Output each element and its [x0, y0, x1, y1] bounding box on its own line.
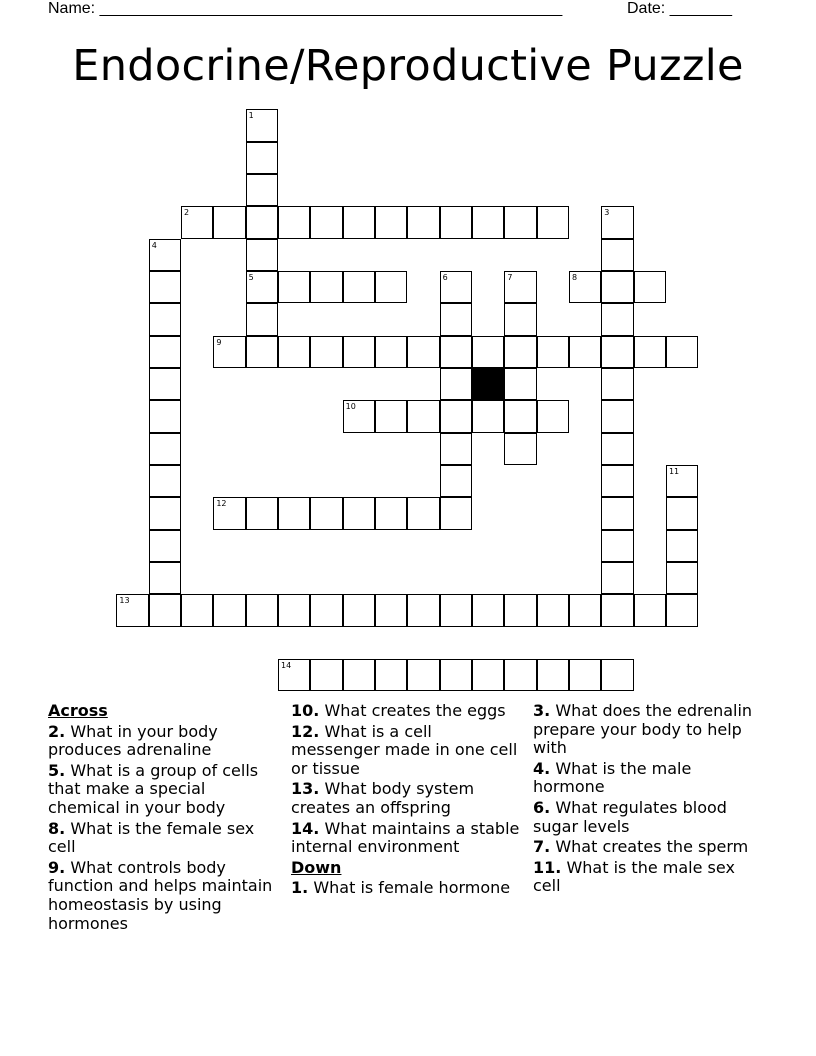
- crossword-cell[interactable]: [181, 594, 213, 626]
- crossword-cell[interactable]: [343, 594, 375, 626]
- crossword-cell[interactable]: [149, 465, 181, 497]
- clue-number: 2.: [48, 721, 66, 741]
- crossword-cell[interactable]: [343, 400, 375, 432]
- crossword-cell[interactable]: [149, 530, 181, 562]
- crossword-cell[interactable]: [569, 271, 601, 303]
- clue-number: 1.: [291, 878, 309, 898]
- crossword-cell[interactable]: [278, 206, 310, 238]
- cell-number-label: 11: [668, 466, 680, 476]
- crossword-cell[interactable]: [666, 562, 698, 594]
- clue-text: What does the edrenalin prepare your body to help with: [533, 701, 753, 758]
- crossword-cell[interactable]: [601, 206, 633, 238]
- clue-number: 4.: [533, 758, 551, 778]
- crossword-cell[interactable]: [472, 206, 504, 238]
- crossword-cell[interactable]: [504, 433, 536, 465]
- crossword-cell[interactable]: [213, 497, 245, 529]
- cell-number-label: 4: [151, 240, 157, 250]
- crossword-cell[interactable]: [407, 594, 439, 626]
- crossword-cell[interactable]: [504, 303, 536, 335]
- crossword-cell[interactable]: [246, 594, 278, 626]
- crossword-cell[interactable]: [213, 336, 245, 368]
- down-clue-6: [533, 799, 765, 836]
- crossword-cell[interactable]: [601, 271, 633, 303]
- crossword-cell[interactable]: [504, 271, 536, 303]
- clue-number: 12.: [291, 721, 320, 741]
- crossword-cell[interactable]: [246, 239, 278, 271]
- crossword-cell[interactable]: [601, 433, 633, 465]
- crossword-cell[interactable]: [666, 336, 698, 368]
- crossword-cell[interactable]: [310, 594, 342, 626]
- crossword-cell[interactable]: [440, 433, 472, 465]
- crossword-cell[interactable]: [278, 594, 310, 626]
- crossword-cell[interactable]: [310, 336, 342, 368]
- clue-number: 13.: [291, 779, 320, 799]
- crossword-cell[interactable]: [504, 659, 536, 691]
- across-clue-9: [48, 859, 280, 933]
- clues-column-1: [48, 702, 280, 935]
- crossword-cell[interactable]: [537, 206, 569, 238]
- across-clue-12: [291, 723, 523, 779]
- down-clue-11: [533, 859, 765, 896]
- crossword-cell[interactable]: [343, 659, 375, 691]
- cell-number-label: 12: [216, 499, 227, 509]
- across-clue-10: [291, 702, 523, 721]
- clue-text: What in your body produces adrenaline: [48, 721, 218, 760]
- crossword-cell[interactable]: [116, 594, 148, 626]
- crossword-cell[interactable]: [375, 400, 407, 432]
- clue-text: What creates the eggs: [324, 701, 506, 720]
- crossword-cell[interactable]: [149, 336, 181, 368]
- cell-number-label: 8: [571, 273, 578, 282]
- down-clue-7: [533, 838, 765, 857]
- clue-text: What creates the sperm: [555, 837, 749, 857]
- crossword-cell[interactable]: [343, 497, 375, 529]
- crossword-cell[interactable]: [246, 109, 278, 141]
- crossword-cell[interactable]: [634, 271, 666, 303]
- clue-number: 7.: [533, 837, 551, 857]
- crossword-cell[interactable]: [601, 562, 633, 594]
- crossword-cell[interactable]: [149, 497, 181, 529]
- crossword-cell[interactable]: [310, 206, 342, 238]
- cell-number-label: 7: [507, 273, 513, 282]
- crossword-cell[interactable]: [440, 594, 472, 626]
- crossword-cell[interactable]: [472, 336, 504, 368]
- crossword-cell[interactable]: [149, 433, 181, 465]
- crossword-cell[interactable]: [601, 400, 633, 432]
- crossword-cell[interactable]: [246, 497, 278, 529]
- cell-number-label: 5: [248, 273, 254, 282]
- crossword-cell[interactable]: [504, 206, 536, 238]
- down-clue-4: [533, 760, 765, 797]
- down-clue-3: [533, 702, 765, 758]
- crossword-cell[interactable]: [213, 206, 245, 238]
- crossword-cell[interactable]: [601, 530, 633, 562]
- crossword-cell[interactable]: [504, 336, 536, 368]
- crossword-cell[interactable]: [407, 206, 439, 238]
- clue-number: 9.: [48, 857, 66, 877]
- crossword-cell[interactable]: [472, 659, 504, 691]
- crossword-cell[interactable]: [634, 594, 666, 626]
- clue-number: 8.: [48, 818, 66, 838]
- crossword-cell[interactable]: [310, 271, 342, 303]
- crossword-cell[interactable]: [569, 594, 601, 626]
- cell-number-label: 10: [345, 402, 356, 412]
- clue-number: 3.: [533, 701, 551, 720]
- crossword-cell[interactable]: [246, 174, 278, 206]
- clue-number: 11.: [533, 857, 562, 877]
- crossword-cell[interactable]: [634, 336, 666, 368]
- crossword-cell[interactable]: [278, 271, 310, 303]
- crossword-cell[interactable]: [666, 465, 698, 497]
- crossword-cell[interactable]: [601, 659, 633, 691]
- crossword-cell[interactable]: [537, 400, 569, 432]
- crossword-cell[interactable]: [375, 497, 407, 529]
- crossword-cell[interactable]: [246, 206, 278, 238]
- crossword-cell[interactable]: [343, 336, 375, 368]
- clue-text: What is a group of cells that make a special chemical in your body: [48, 760, 259, 817]
- clue-text: What is the female sex cell: [48, 818, 255, 857]
- across-heading: Across: [48, 701, 108, 720]
- crossword-cell[interactable]: [310, 659, 342, 691]
- crossword-cell[interactable]: [537, 659, 569, 691]
- crossword-cell[interactable]: [472, 594, 504, 626]
- clues-column-3: [533, 702, 765, 898]
- crossword-cell[interactable]: [504, 400, 536, 432]
- crossword-cell[interactable]: [601, 368, 633, 400]
- clue-text: What is female hormone: [313, 878, 511, 898]
- crossword-cell[interactable]: [310, 497, 342, 529]
- crossword-cell[interactable]: [440, 400, 472, 432]
- across-clue-5: [48, 762, 280, 818]
- clue-number: 10.: [291, 701, 320, 720]
- clue-text: What body system creates an offspring: [291, 779, 475, 817]
- across-clue-14: [291, 820, 523, 857]
- crossword-cell[interactable]: [375, 594, 407, 626]
- clue-text: What is the male hormone: [533, 758, 692, 797]
- crossword-cell[interactable]: [246, 142, 278, 174]
- crossword-cell[interactable]: [504, 594, 536, 626]
- cell-number-label: 9: [216, 337, 222, 347]
- clue-number: 14.: [291, 818, 320, 838]
- crossword-cell[interactable]: [666, 530, 698, 562]
- crossword-black-cell: [472, 368, 504, 400]
- crossword-cell[interactable]: [149, 239, 181, 271]
- crossword-cell[interactable]: [440, 206, 472, 238]
- cell-number-label: 6: [442, 273, 448, 282]
- crossword-cell[interactable]: [440, 368, 472, 400]
- down-clue-1: [291, 879, 523, 898]
- clues-column-2: [291, 702, 523, 900]
- clue-text: What regulates blood sugar levels: [533, 797, 727, 836]
- crossword-cell[interactable]: [246, 303, 278, 335]
- crossword-cell[interactable]: [407, 659, 439, 691]
- crossword-cell[interactable]: [666, 594, 698, 626]
- cell-number-label: 13: [119, 596, 130, 606]
- crossword-cell[interactable]: [407, 336, 439, 368]
- crossword-cell[interactable]: [278, 659, 310, 691]
- crossword-cell[interactable]: [504, 368, 536, 400]
- crossword-cell[interactable]: [149, 303, 181, 335]
- crossword-cell[interactable]: [149, 368, 181, 400]
- crossword-cell[interactable]: [149, 400, 181, 432]
- across-clue-13: [291, 780, 523, 817]
- crossword-cell[interactable]: [375, 659, 407, 691]
- crossword-cell[interactable]: [343, 206, 375, 238]
- cell-number-label: 2: [184, 208, 190, 218]
- crossword-cell[interactable]: [569, 336, 601, 368]
- clue-number: 5.: [48, 760, 66, 780]
- crossword-cell[interactable]: [440, 336, 472, 368]
- crossword-cell[interactable]: [472, 400, 504, 432]
- crossword-cell[interactable]: [601, 465, 633, 497]
- cell-number-label: 1: [248, 111, 254, 121]
- crossword-cell[interactable]: [569, 659, 601, 691]
- page-title: Endocrine/Reproductive Puzzle: [72, 41, 744, 91]
- crossword-cell[interactable]: [601, 239, 633, 271]
- crossword-cell[interactable]: [181, 206, 213, 238]
- crossword-cell[interactable]: [440, 271, 472, 303]
- crossword-cell[interactable]: [601, 497, 633, 529]
- across-clue-2: [48, 723, 280, 760]
- crossword-cell[interactable]: [246, 336, 278, 368]
- crossword-cell[interactable]: [246, 271, 278, 303]
- crossword-cell[interactable]: [601, 303, 633, 335]
- crossword-cell[interactable]: [278, 336, 310, 368]
- across-clue-8: [48, 820, 280, 857]
- crossword-cell[interactable]: [666, 497, 698, 529]
- clue-text: What is the male sex cell: [533, 857, 735, 896]
- crossword-cell[interactable]: [407, 497, 439, 529]
- cell-number-label: 14: [281, 660, 292, 670]
- clue-text: What controls body function and helps maintain homeostasis by using hormones: [48, 857, 273, 933]
- crossword-cell[interactable]: [343, 271, 375, 303]
- clue-number: 6.: [533, 797, 551, 817]
- crossword-grid: [117, 110, 699, 692]
- crossword-cell[interactable]: [440, 497, 472, 529]
- crossword-cell[interactable]: [278, 497, 310, 529]
- crossword-cell[interactable]: [601, 594, 633, 626]
- crossword-cell[interactable]: [149, 562, 181, 594]
- crossword-cell[interactable]: [213, 594, 245, 626]
- crossword-cell[interactable]: [375, 271, 407, 303]
- crossword-cell[interactable]: [149, 594, 181, 626]
- clue-text: What is a cell messenger made in one cell or tissue: [291, 721, 518, 778]
- crossword-cell[interactable]: [440, 659, 472, 691]
- crossword-cell[interactable]: [537, 594, 569, 626]
- crossword-cell[interactable]: [375, 206, 407, 238]
- down-heading: Down: [291, 857, 342, 877]
- crossword-cell[interactable]: [375, 336, 407, 368]
- cell-number-label: 3: [604, 208, 610, 218]
- crossword-cell[interactable]: [537, 336, 569, 368]
- crossword-cell[interactable]: [601, 336, 633, 368]
- clue-text: What maintains a stable internal environment: [291, 818, 520, 857]
- crossword-cell[interactable]: [440, 303, 472, 335]
- name-line: Name: ____________________________________________________: [48, 0, 563, 17]
- date-line: Date: _______: [627, 0, 732, 17]
- crossword-cell[interactable]: [440, 465, 472, 497]
- crossword-cell[interactable]: [149, 271, 181, 303]
- crossword-cell[interactable]: [407, 400, 439, 432]
